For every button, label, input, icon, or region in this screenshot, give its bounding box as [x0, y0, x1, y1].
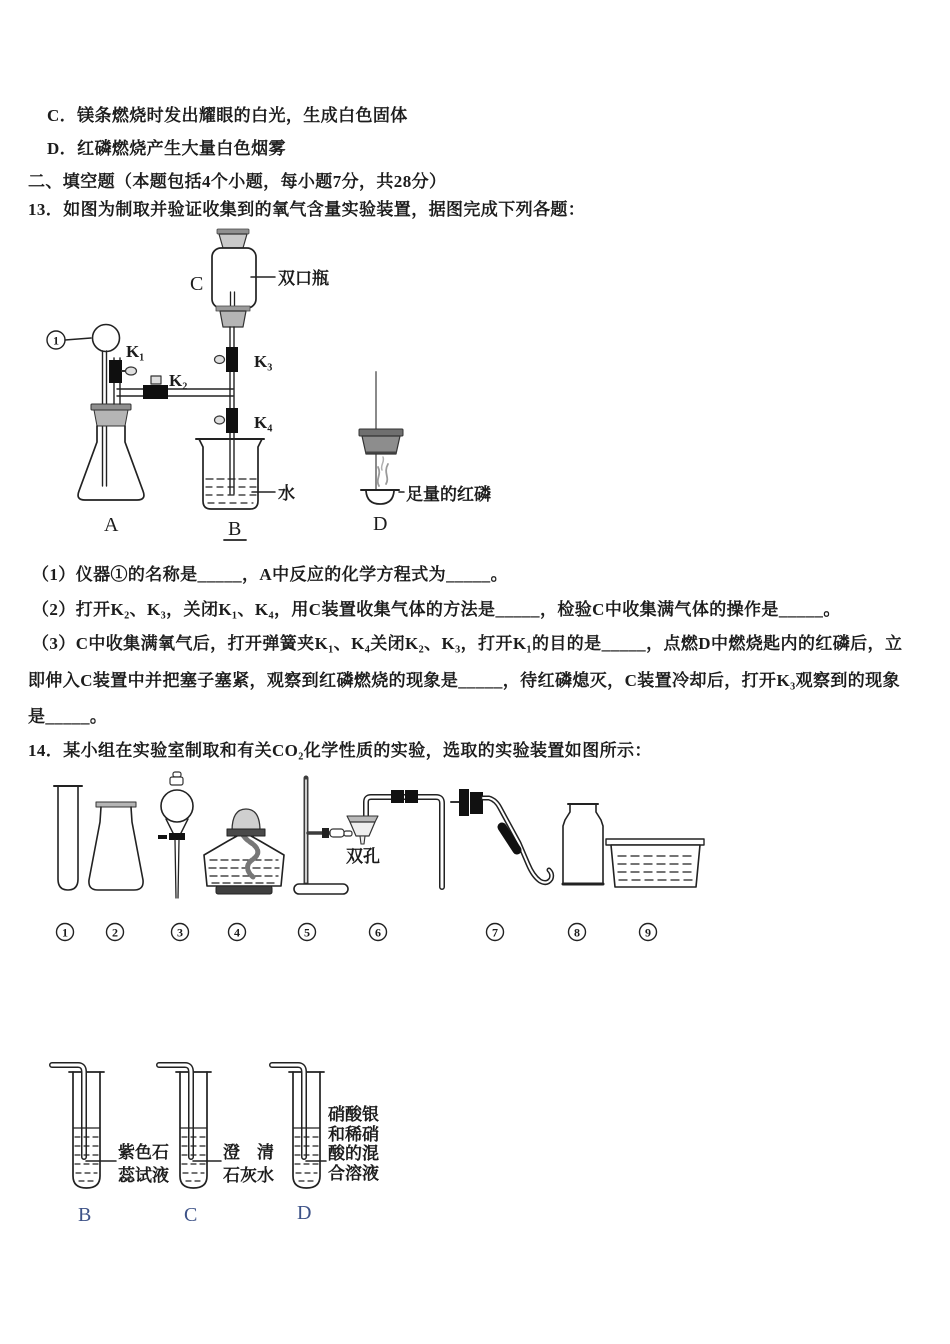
bottle-c-letter: C — [190, 273, 204, 295]
q14-apparatus-diagram — [54, 772, 704, 941]
clamp-k4 — [215, 408, 273, 433]
letter-d: D — [373, 513, 388, 535]
separating-funnel-3-icon — [158, 772, 193, 898]
k2-label: K₂ — [169, 371, 188, 390]
tube-d-reagent-line4: 合溶液 — [328, 1164, 379, 1183]
alcohol-lamp-4-icon — [204, 809, 284, 894]
tube-d-reagent-line2: 和稀硝 — [328, 1125, 379, 1144]
tube-c-reagent-line2: 石灰水 — [223, 1166, 274, 1185]
iron-stand-5-icon — [294, 778, 352, 894]
callout-digit: 1 — [53, 333, 59, 348]
q13-stem: 13．如图为制取并验证收集到的氧气含量实验装置，据图完成下列各题： — [28, 200, 586, 219]
double-hole-label: 双孔 — [346, 847, 380, 866]
conical-flask-2-icon — [89, 802, 143, 890]
apparatus-number-labels — [57, 924, 657, 941]
tube-c-letter: C — [184, 1204, 198, 1226]
q13-part3-line3: 是_____。 — [28, 707, 108, 726]
tube-c-reagent-line1: 澄 清 — [223, 1143, 274, 1162]
gas-bottle-8-icon — [563, 804, 603, 884]
combustion-spoon-d — [359, 372, 491, 504]
clamp-k3 — [215, 327, 273, 494]
option-c-line: C．镁条燃烧时发出耀眼的白光，生成白色固体 — [47, 106, 408, 125]
k4-label: K₄ — [254, 413, 273, 432]
apparatus-number-8: 8 — [574, 925, 580, 940]
apparatus-number-4: 4 — [234, 925, 240, 940]
apparatus-number-3: 3 — [177, 925, 183, 940]
q14-stem: 14．某小组在实验室制取和有关CO₂化学性质的实验，选取的实验装置如图所示： — [28, 741, 652, 760]
tube-b-reagent-line2: 蕊试液 — [118, 1166, 169, 1185]
k1-label: K₁ — [126, 342, 145, 361]
test-tube-b — [52, 1065, 169, 1226]
double-hole-stopper-6-icon — [346, 790, 442, 887]
bent-delivery-tube-7-icon — [451, 789, 552, 883]
tube-d-reagent-line3: 酸的混 — [328, 1144, 379, 1163]
callout-instrument-1 — [47, 331, 91, 349]
apparatus-number-7: 7 — [492, 925, 498, 940]
apparatus-number-1: 1 — [62, 925, 68, 940]
apparatus-number-9: 9 — [645, 925, 651, 940]
water-label: 水 — [278, 484, 295, 503]
tube-b-letter: B — [78, 1204, 92, 1226]
test-tube-c — [159, 1065, 274, 1226]
clamp-k1 — [109, 342, 144, 404]
q13-apparatus-diagram — [47, 229, 491, 540]
apparatus-number-2: 2 — [112, 925, 118, 940]
tube-d-letter: D — [297, 1202, 312, 1224]
section-header: 二、填空题（本题包括4个小题，每小题7分，共28分） — [28, 172, 447, 191]
tube-b-reagent-line1: 紫色石 — [118, 1143, 169, 1162]
red-phosphorus-label: 足量的红磷 — [406, 485, 491, 504]
q13-part2: （2）打开K₂、K₃，关闭K₁、K₄，用C装置收集气体的方法是_____，检验C中收集满气体的操作是_____。 — [32, 600, 841, 619]
letter-a: A — [104, 514, 119, 536]
test-tube-d — [272, 1065, 379, 1224]
double-mouth-bottle-label: 双口瓶 — [278, 269, 329, 288]
flask-a-icon — [78, 404, 144, 500]
apparatus-number-5: 5 — [304, 925, 310, 940]
q13-part-letters — [104, 513, 387, 540]
q14-test-tube-experiments — [52, 1065, 379, 1226]
option-d-line: D．红磷燃烧产生大量白色烟雾 — [47, 139, 286, 158]
letter-b: B — [228, 518, 242, 540]
test-tube-1-icon — [54, 786, 82, 890]
double-mouth-bottle-c — [190, 229, 329, 327]
clamp-k2 — [117, 371, 233, 399]
water-trough-9-icon — [606, 839, 704, 887]
apparatus-number-6: 6 — [375, 925, 381, 940]
q13-part3-line1: （3）C中收集满氧气后，打开弹簧夹K₁、K₄关闭K₂、K₃，打开K₁的目的是_____，点燃D中燃烧匙内的红磷后，立 — [32, 634, 903, 653]
tube-d-reagent-line1: 硝酸银 — [328, 1105, 379, 1124]
beaker-b-icon — [196, 439, 295, 509]
q13-part3-line2: 即伸入C装置中并把塞子塞紧，观察到红磷燃烧的现象是_____，待红磷熄灭，C装置冷却后，打开K₃观察到的现象 — [28, 671, 900, 690]
k3-label: K₃ — [254, 352, 273, 371]
q13-part1: （1）仪器①的名称是_____，A中反应的化学方程式为_____。 — [32, 565, 508, 584]
